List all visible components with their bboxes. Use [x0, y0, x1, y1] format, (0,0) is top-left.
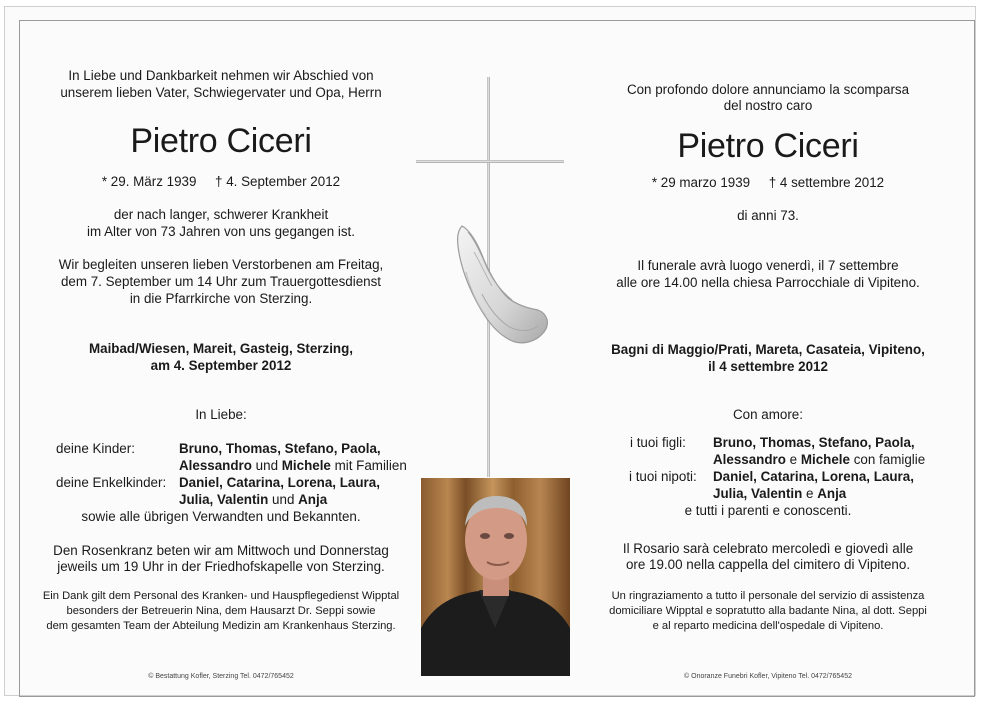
with-families: con famiglie: [853, 452, 926, 467]
and-word: e: [789, 452, 798, 467]
children-label: deine Kinder:: [56, 441, 135, 456]
place-line-1: Bagni di Maggio/Prati, Mareta, Casateia, Vipiteno,: [611, 342, 925, 357]
grandchildren-label: deine Enkelkinder:: [56, 475, 167, 490]
funeral-line-1: Wir begleiten unseren lieben Verstorbenen am Freitag,: [58, 257, 384, 272]
thanks-line-2: besonders der Betreuerin Nina, dem Hausarzt Dr. Seppi sowie: [66, 605, 376, 617]
and-word: und: [255, 458, 279, 473]
place-line-1: Maibad/Wiesen, Mareit, Gasteig, Sterzing,: [88, 341, 354, 356]
cross-horizontal-bar: [416, 160, 564, 163]
with-families: mit Familien: [334, 458, 407, 473]
deceased-name: Pietro Ciceri: [130, 122, 312, 160]
grandchildren-label: i tuoi nipoti:: [629, 469, 697, 484]
child-name-michele: Michele: [800, 452, 850, 467]
child-name-alessandro: Alessandro: [179, 458, 252, 473]
portrait-photo: [421, 478, 570, 676]
death-date: † 4 settembre 2012: [768, 175, 885, 190]
funeral-line-2: alle ore 14.00 nella chiesa Parrocchiale di Vipiteno.: [616, 275, 920, 290]
deceased-name: Pietro Ciceri: [677, 127, 859, 165]
child-name-michele: Michele: [281, 458, 331, 473]
intro-line-1: In Liebe und Dankbarkeit nehmen wir Abschied von: [68, 68, 374, 83]
child-name-alessandro: Alessandro: [713, 452, 786, 467]
children-names-1: Bruno, Thomas, Stefano, Paola,: [179, 441, 381, 456]
and-word: e: [806, 486, 814, 501]
intro-line-2: del nostro caro: [723, 98, 813, 113]
place-line-2: am 4. September 2012: [150, 358, 292, 373]
rosary-line-1: Den Rosenkranz beten wir am Mittwoch und Donnerstag: [53, 543, 389, 558]
relatives-line: e tutti i parenti e conoscenti.: [684, 503, 852, 518]
funeral-home-footer: © Onoranze Funebri Kofler, Vipiteno Tel. 0472/765452: [684, 673, 852, 680]
illness-line-2: im Alter von 73 Jahren von uns gegangen ist.: [87, 224, 355, 239]
grandchildren-names-1: Daniel, Catarina, Lorena, Laura,: [713, 469, 914, 484]
grandchildren-names-2: [713, 485, 846, 502]
grandchild-name-anja: Anja: [817, 486, 847, 501]
place-line-2: il 4 settembre 2012: [708, 359, 828, 374]
children-names-2: [713, 451, 925, 468]
children-names-2: [179, 457, 407, 474]
funeral-line-3: in die Pfarrkirche von Sterzing.: [129, 291, 313, 306]
grandchild-name-anja: Anja: [298, 492, 328, 507]
thanks-line-1: Un ringraziamento a tutto il personale del servizio di assistenza: [611, 590, 925, 602]
children-names-1: Bruno, Thomas, Stefano, Paola,: [713, 435, 915, 450]
birth-date: * 29 marzo 1939: [651, 175, 751, 190]
thanks-line-2: domiciliare Wipptal e sopratutto alla badante Nina, al dott. Seppi: [609, 605, 927, 617]
children-label: i tuoi figli:: [630, 435, 686, 450]
grandchildren-names-1: Daniel, Catarina, Lorena, Laura,: [179, 475, 380, 490]
dates: [22, 173, 420, 190]
rosary-line-1: Il Rosario sarà celebrato mercoledì e giovedì alle: [622, 541, 914, 556]
thanks-line-3: dem gesamten Team der Abteilung Medizin am Krankenhaus Sterzing.: [46, 620, 396, 632]
death-date: † 4. September 2012: [215, 174, 341, 189]
praying-hands-icon: [452, 222, 552, 350]
rosary-line-2: jeweils um 19 Uhr in der Friedhofskapelle von Sterzing.: [57, 559, 385, 574]
age-line: di anni 73.: [737, 208, 799, 223]
rosary-line-2: ore 19.00 nella cappella del cimitero di Vipiteno.: [625, 557, 911, 572]
and-word: und: [272, 492, 295, 507]
funeral-line-1: Il funerale avrà luogo venerdì, il 7 settembre: [637, 258, 899, 273]
intro-line-1: Con profondo dolore annunciamo la scomparsa: [626, 82, 910, 97]
in-love-heading: In Liebe:: [195, 407, 247, 422]
thanks-line-3: e al reparto medicina dell'ospedale di Vipiteno.: [652, 620, 884, 632]
dates: [568, 174, 968, 191]
intro-line-2: unserem lieben Vater, Schwiegervater und Opa, Herrn: [60, 85, 382, 100]
grandchild-names-julia-valentin: Julia, Valentin: [179, 492, 269, 507]
funeral-home-footer: © Bestattung Kofler, Sterzing Tel. 0472/765452: [148, 673, 294, 680]
birth-date: * 29. März 1939: [101, 174, 197, 189]
thanks-line-1: Ein Dank gilt dem Personal des Kranken- und Hauspflegedienst Wipptal: [42, 590, 400, 602]
in-love-heading: Con amore:: [733, 407, 803, 422]
grandchildren-names-2: [179, 491, 327, 508]
illness-line-1: der nach langer, schwerer Krankheit: [113, 207, 329, 222]
funeral-line-2: dem 7. September um 14 Uhr zum Trauergottesdienst: [60, 274, 382, 289]
grandchild-names-julia-valentin: Julia, Valentin: [713, 486, 803, 501]
relatives-line: sowie alle übrigen Verwandten und Bekannten.: [81, 509, 361, 524]
